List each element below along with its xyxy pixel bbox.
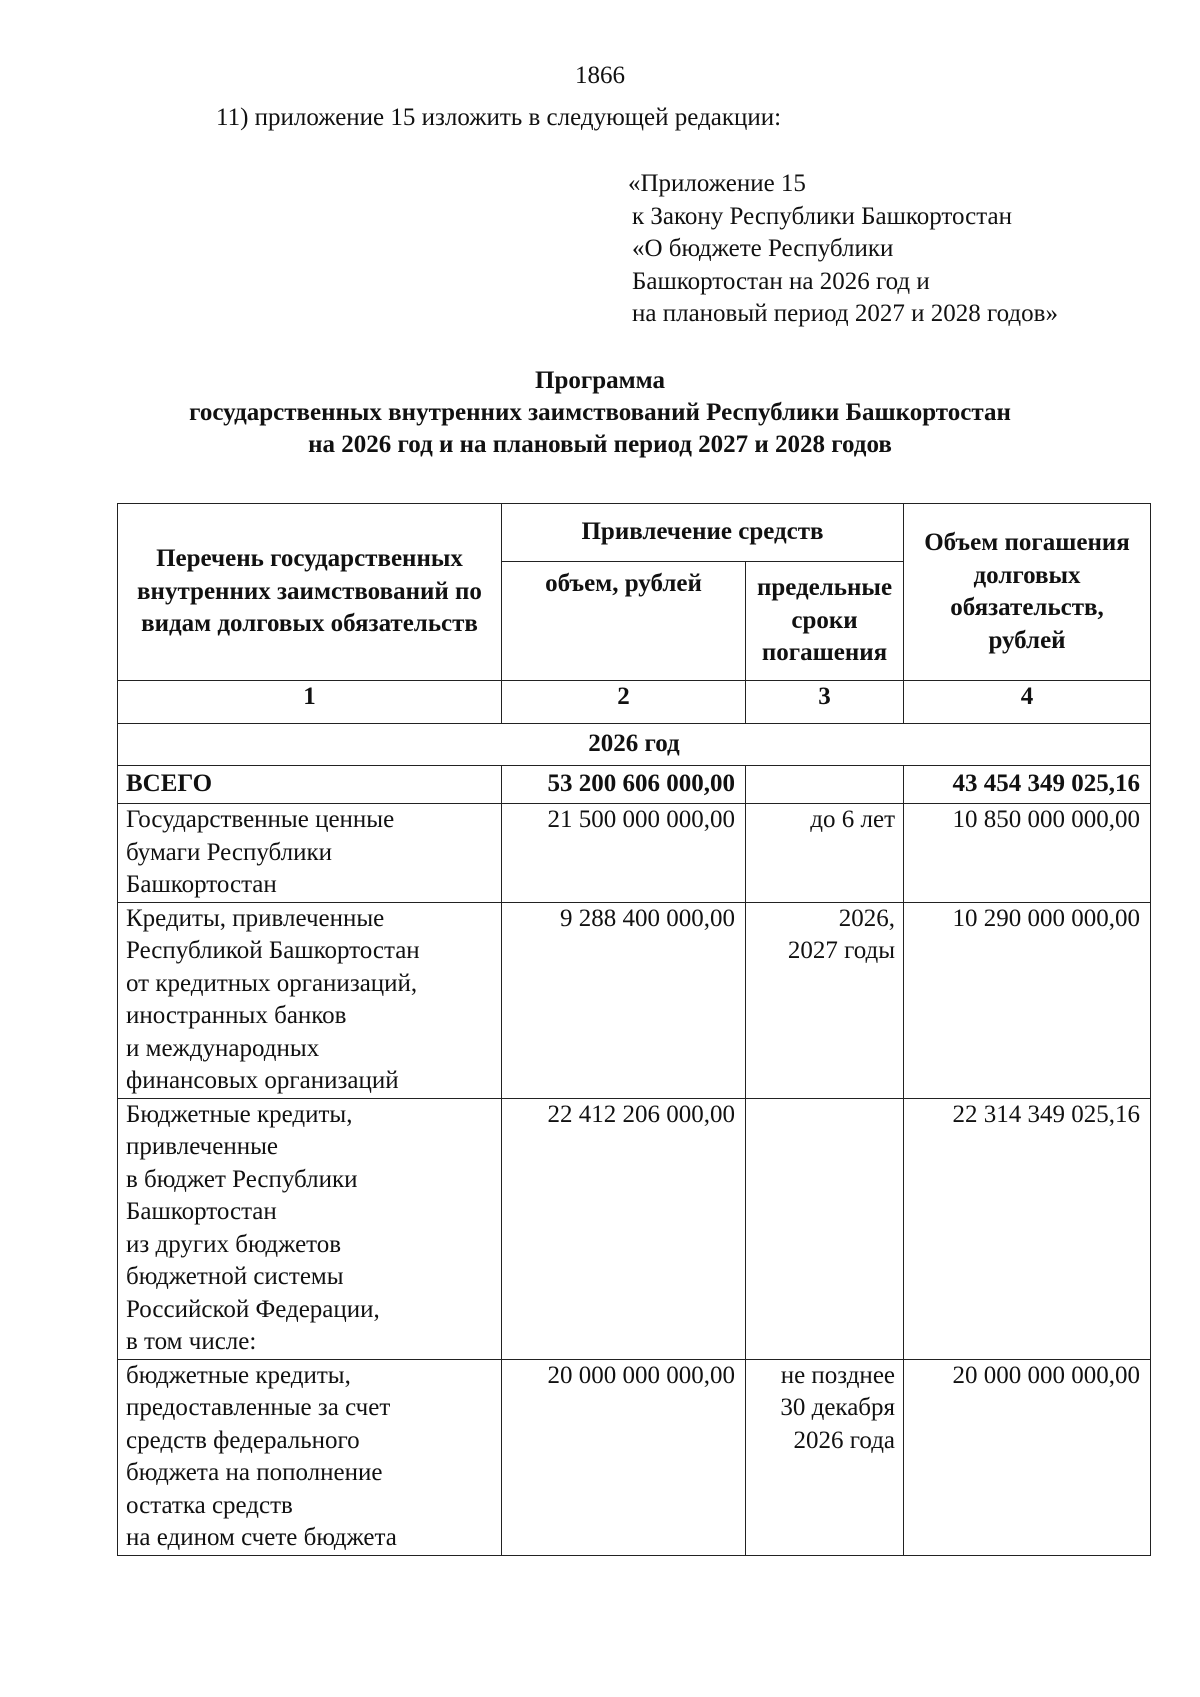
row-term-line: до 6 лет [810, 806, 896, 833]
row-term [746, 766, 904, 804]
row-repayment: 22 314 349 025,16 [904, 1098, 1151, 1359]
row-term [746, 902, 904, 1098]
row-name-line: на едином счете бюджета [126, 1524, 397, 1551]
row-term [746, 1359, 904, 1555]
row-term-line: 2026, [838, 904, 896, 932]
row-name-line: иностранных банков [126, 1002, 347, 1029]
title-line: государственных внутренних заимствований Республики Башкортостан [189, 399, 1011, 426]
header-list-of-borrowings: Перечень государственных внутренних заимствований по видам долговых обязательств [118, 504, 502, 681]
row-name-line: бюджетные кредиты, [126, 1361, 351, 1389]
column-number-row [118, 681, 1151, 724]
row-name-line: Республикой Башкортостан [126, 937, 420, 964]
header-repayment-volume: Объем погашения долговых обязательств, рублей [904, 504, 1151, 681]
row-name-line: остатка средств [126, 1491, 293, 1519]
row-term-line: 30 декабря [780, 1394, 896, 1421]
row-name-line: из других бюджетов [126, 1230, 342, 1258]
row-name-line: Российской Федерации, [126, 1295, 380, 1323]
annex-reference [628, 168, 1058, 331]
row-name-line: бюджета на пополнение [126, 1459, 383, 1486]
row-name-line: и международных [126, 1034, 320, 1062]
table-row [118, 804, 1151, 903]
column-number: 4 [904, 681, 1151, 724]
year-row [118, 724, 1151, 766]
annex-line: Башкортостан на 2026 год и [632, 267, 930, 295]
row-name-line: от кредитных организаций, [126, 969, 418, 997]
row-name-line: Башкортостан [126, 1198, 277, 1225]
row-name-line: финансовых организаций [126, 1067, 399, 1094]
header-repayment-terms: предельные сроки погашения [746, 562, 904, 681]
row-name-line: Бюджетные кредиты, [126, 1100, 353, 1128]
year-label: 2026 год [118, 724, 1151, 766]
row-volume: 53 200 606 000,00 [502, 766, 746, 804]
row-name [118, 1359, 502, 1555]
row-name-line: привлеченные [126, 1133, 279, 1160]
row-name-line: бумаги Республики [126, 838, 332, 866]
table-row [118, 902, 1151, 1098]
annex-line: к Закону Республики Башкортостан [632, 202, 1012, 230]
column-number: 1 [118, 681, 502, 724]
column-number: 3 [746, 681, 904, 724]
page-number: 1866 [575, 62, 625, 89]
row-volume: 21 500 000 000,00 [502, 804, 746, 903]
row-volume: 9 288 400 000,00 [502, 902, 746, 1098]
header-volume: объем, рублей [502, 562, 746, 681]
table-row [118, 1098, 1151, 1359]
row-name-line: в том числе: [126, 1328, 257, 1355]
column-number: 2 [502, 681, 746, 724]
annex-line: «Приложение 15 [628, 170, 806, 197]
row-name-line: в бюджет Республики [126, 1165, 358, 1193]
row-repayment: 20 000 000 000,00 [904, 1359, 1151, 1555]
row-name-line: Башкортостан [126, 871, 277, 898]
header-raising-funds: Привлечение средств [502, 504, 904, 562]
title-line: на 2026 год и на плановый период 2027 и 2028 годов [308, 431, 892, 458]
annex-line: на плановый период 2027 и 2028 годов» [632, 300, 1058, 327]
program-title [0, 365, 1200, 461]
row-name [118, 1098, 502, 1359]
title-line: Программа [535, 367, 665, 394]
row-term-line: 2026 года [793, 1426, 896, 1454]
row-name-line: Государственные ценные [126, 806, 395, 833]
borrowings-table [117, 503, 1151, 1556]
table-row [118, 766, 1151, 804]
table-row [118, 1359, 1151, 1555]
row-name-line: средств федерального [126, 1426, 360, 1454]
row-volume: 22 412 206 000,00 [502, 1098, 746, 1359]
row-term [746, 804, 904, 903]
row-name: ВСЕГО [118, 766, 502, 804]
row-name [118, 804, 502, 903]
annex-line: «О бюджете Республики [632, 235, 894, 262]
row-repayment: 10 290 000 000,00 [904, 902, 1151, 1098]
row-term [746, 1098, 904, 1359]
row-name-line: бюджетной системы [126, 1263, 344, 1290]
row-term-line: 2027 годы [787, 937, 896, 964]
amendment-instruction: 11) приложение 15 изложить в следующей редакции: [216, 104, 782, 131]
row-repayment: 10 850 000 000,00 [904, 804, 1151, 903]
row-name-line: Кредиты, привлеченные [126, 904, 385, 932]
row-name-line: предоставленные за счет [126, 1394, 391, 1421]
row-term-line: не позднее [780, 1361, 896, 1389]
row-name [118, 902, 502, 1098]
row-repayment: 43 454 349 025,16 [904, 766, 1151, 804]
row-volume: 20 000 000 000,00 [502, 1359, 746, 1555]
